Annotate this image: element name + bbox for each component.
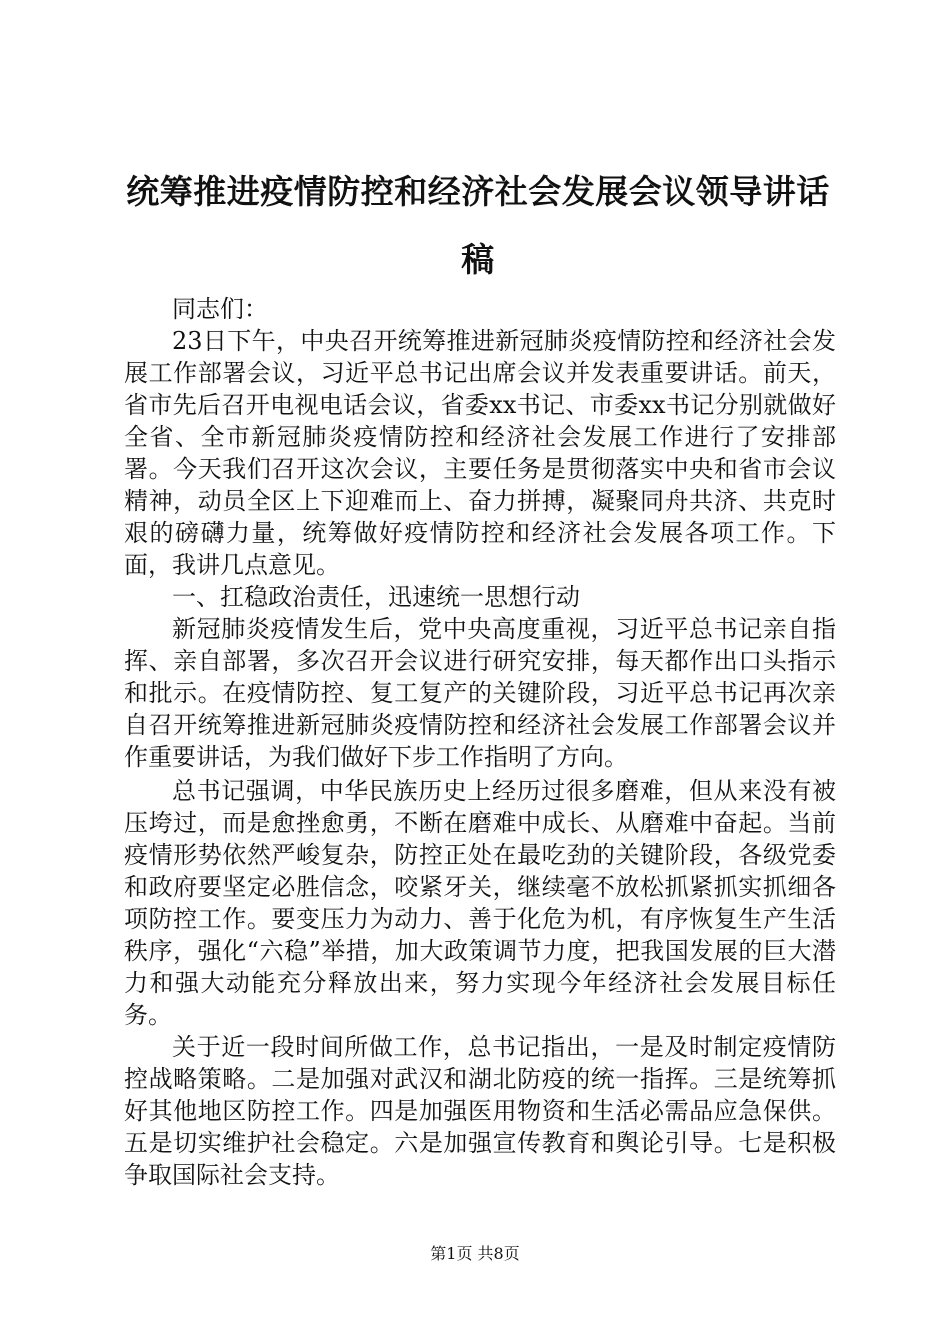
section-heading: 一、扛稳政治责任，迅速统一思想行动: [172, 583, 580, 611]
body-paragraph: 关于近一段时间所做工作，总书记指出，一是及时制定疫情防控战略策略。二是加强对武汉和湖北防疫的统一指挥。三是统筹抓好其他地区防控工作。四是加强医用物资和生活必需品应急保供。五是切实维护社会稳定。六是加强宣传教育和舆论引导。七是积极争取国际社会支持。: [124, 1033, 836, 1189]
page-number-footer: 第1页 共8页: [430, 1244, 520, 1263]
document-body: [124, 293, 836, 1191]
intro-paragraph: 23日下午，中央召开统筹推进新冠肺炎疫情防控和经济社会发展工作部署会议，习近平总书记出席会议并发表重要讲话。前天，省市先后召开电视电话会议，省委xx书记、市委xx书记分别就做好全省、全市新冠肺炎疫情防控和经济社会发展工作进行了安排部署。今天我们召开这次会议，主要任务是贯彻落实中央和省市会议精神，动员全区上下迎难而上、奋力拼搏，凝聚同舟共济、共克时艰的磅礴力量，统筹做好疫情防控和经济社会发展各项工作。下面，我讲几点意见。: [124, 327, 836, 579]
salutation-paragraph: 同志们：: [172, 295, 268, 323]
body-paragraph: 新冠肺炎疫情发生后，党中央高度重视，习近平总书记亲自指挥、亲自部署，多次召开会议进行研究安排，每天都作出口头指示和批示。在疫情防控、复工复产的关键阶段，习近平总书记再次亲自召开统筹推进新冠肺炎疫情防控和经济社会发展工作部署会议并作重要讲话，为我们做好下步工作指明了方向。: [124, 615, 836, 771]
document-title: 统筹推进疫情防控和经济社会发展会议领导讲话稿: [126, 172, 830, 279]
body-paragraph: 总书记强调，中华民族历史上经历过很多磨难，但从来没有被压垮过，而是愈挫愈勇，不断在磨难中成长、从磨难中奋起。当前疫情形势依然严峻复杂，防控正处在最吃劲的关键阶段，各级党委和政府要坚定必胜信念，咬紧牙关，继续毫不放松抓紧抓实抓细各项防控工作。要变压力为动力、善于化危为机，有序恢复生产生活秩序，强化“六稳”举措，加大政策调节力度，把我国发展的巨大潜力和强大动能充分释放出来，努力实现今年经济社会发展目标任务。: [124, 777, 836, 1029]
